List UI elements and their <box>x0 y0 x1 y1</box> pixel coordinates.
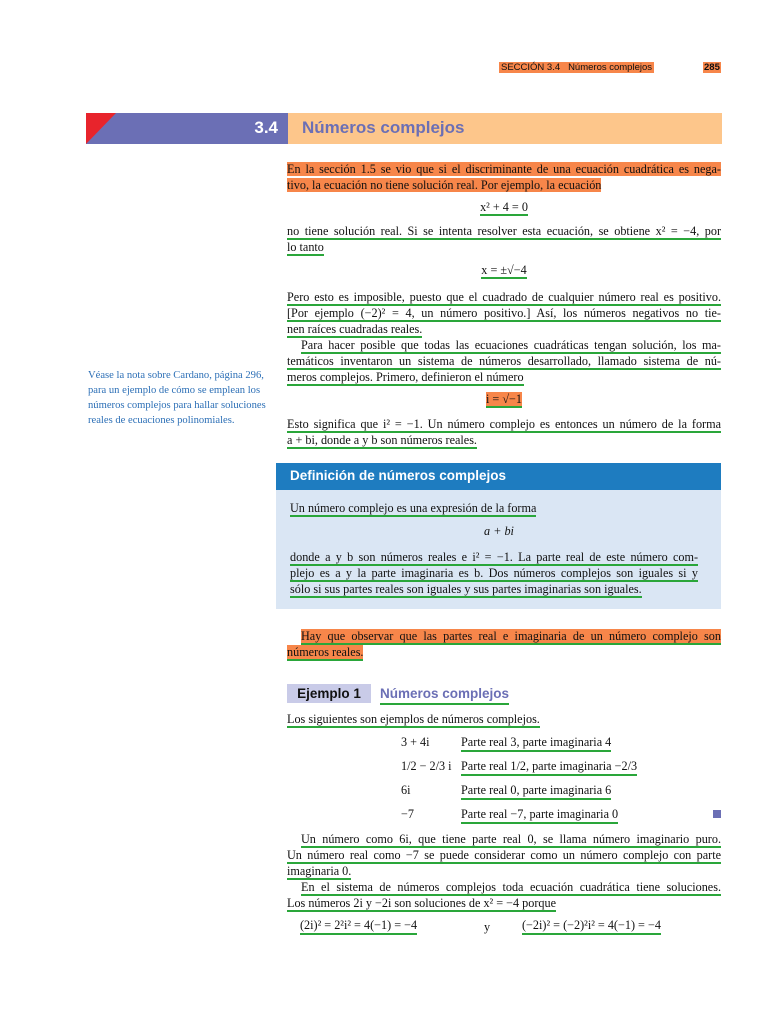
header-section: SECCIÓN 3.4 <box>501 62 561 73</box>
definition-line-4-text: sólo si sus partes reales son iguales y sus partes imaginarias son iguales. <box>290 582 642 596</box>
equation-conjunction: y <box>484 920 491 934</box>
definition-line-4 <box>290 581 698 597</box>
paragraph-2-line-1-text: Pero esto es imposible, puesto que el cuadrado de cualquier número real es positivo. <box>287 290 721 304</box>
table-row <box>395 733 725 753</box>
section-title: Números complejos <box>302 118 465 137</box>
note-line-2 <box>287 644 721 660</box>
table-row <box>395 805 725 825</box>
definition-line-3 <box>290 565 698 581</box>
definition-heading: Definición de números complejos <box>290 468 507 483</box>
number-description: Parte real 1/2, parte imaginaria −2/3 <box>461 759 637 776</box>
paragraph-3-line-1-text: Para hacer posible que todas las ecuaciones cuadráticas tengan solución, los ma- <box>301 338 721 352</box>
paragraph-3-line-2 <box>287 353 721 369</box>
number-description: Parte real 3, parte imaginaria 4 <box>461 735 611 752</box>
definition-line-2 <box>290 549 698 565</box>
title-bar-number-block <box>86 113 288 144</box>
title-bar-band <box>288 113 722 144</box>
complex-number: 6i <box>401 783 411 797</box>
closing-line-1-text: Un número como 6i, que tiene parte real 0, se llama número imaginario puro. <box>301 832 721 846</box>
paragraph-2-line-2-text: [Por ejemplo (−2)² = 4, un número positivo.] Así, los números negativos no tie- <box>287 306 721 320</box>
paragraph-3-line-1 <box>287 337 721 353</box>
intro-line-3 <box>287 223 721 239</box>
intro-line-1-text: En la sección 1.5 se vio que si el discriminante de una ecuación cuadrática es nega- <box>287 162 721 176</box>
number-description: Parte real 0, parte imaginaria 6 <box>461 783 611 800</box>
complex-number: 3 + 4i <box>401 735 430 749</box>
intro-line-2 <box>287 177 721 193</box>
definition-line-1-text: Un número complejo es una expresión de la forma <box>290 501 537 515</box>
equation-left: (2i)² = 2²i² = 4(−1) = −4 <box>300 918 417 935</box>
definition-line-3-text: plejo es a y la parte imaginaria es b. Dos números complejos son iguales si y <box>290 566 698 580</box>
definition-equation <box>290 523 708 539</box>
paragraph-3-line-2-text: temáticos inventaron un sistema de números desarrollado, llamado sistema de nú- <box>287 354 721 368</box>
note-line-2-text: números reales. <box>287 645 364 659</box>
closing-line-4 <box>287 879 721 895</box>
equation-1-text: x² + 4 = 0 <box>480 200 528 214</box>
complex-number: 1/2 − 2/3 i <box>401 759 452 773</box>
intro-line-1 <box>287 161 721 177</box>
equation-1 <box>287 199 721 215</box>
equation-right: (−2i)² = (−2)²i² = 4(−1) = −4 <box>522 918 661 935</box>
equation-3-text: i = √−1 <box>485 392 522 406</box>
table-row <box>395 757 725 777</box>
intro-line-4-text: lo tanto <box>287 240 324 254</box>
paragraph-2-line-3 <box>287 321 721 337</box>
closing-line-5 <box>287 895 721 911</box>
paragraph-4-line-2-text: a + bi, donde a y b son números reales. <box>287 433 477 447</box>
intro-line-4 <box>287 239 721 255</box>
header-section-title: Números complejos <box>568 62 653 73</box>
example-intro <box>287 711 721 727</box>
section-title-bar <box>86 113 722 144</box>
closing-line-3-text: imaginaria 0. <box>287 864 352 878</box>
closing-line-4-text: En el sistema de números complejos toda ecuación cuadrática tiene soluciones. <box>301 880 721 894</box>
end-of-example-square-icon <box>713 810 721 818</box>
intro-line-3-text: no tiene solución real. Si se intenta resolver esta ecuación, se obtiene x² = −4, por <box>287 224 721 238</box>
equation-3 <box>287 391 721 407</box>
example-intro-text: Los siguientes son ejemplos de números complejos. <box>287 712 540 726</box>
intro-line-2-text: tivo, la ecuación no tiene solución real. Por ejemplo, la ecuación <box>287 178 602 192</box>
example-title: Números complejos <box>380 684 509 705</box>
number-description: Parte real −7, parte imaginaria 0 <box>461 807 618 824</box>
definition-equation-text: a + bi <box>484 524 514 538</box>
table-row <box>395 781 725 801</box>
equation-2 <box>287 262 721 278</box>
page-number: 285 <box>704 62 720 73</box>
definition-line-2-text: donde a y b son números reales e i² = −1. La parte real de este número com- <box>290 550 698 564</box>
paragraph-3-line-3 <box>287 369 721 385</box>
closing-line-5-text: Los números 2i y −2i son soluciones de x² = −4 porque <box>287 896 557 910</box>
running-header <box>499 62 654 73</box>
closing-line-3 <box>287 863 721 879</box>
note-line-1 <box>287 628 721 644</box>
closing-line-1 <box>287 831 721 847</box>
paragraph-2-line-2 <box>287 305 721 321</box>
note-line-1-text: Hay que observar que las partes real e imaginaria de un número complejo son <box>301 629 721 643</box>
paragraph-3-line-3-text: meros complejos. Primero, definieron el número <box>287 370 524 384</box>
margin-note: Véase la nota sobre Cardano, página 296, para un ejemplo de cómo se emplean los números complejos para hallar soluciones reales de ecuaciones polinomiales. <box>88 370 266 426</box>
example-label: Ejemplo 1 <box>287 684 371 703</box>
complex-number: −7 <box>401 807 414 821</box>
title-bar-corner-triangle <box>86 113 116 144</box>
definition-heading-bar <box>276 463 721 490</box>
paragraph-2-line-1 <box>287 289 721 305</box>
example-table <box>395 733 725 829</box>
definition-line-1 <box>290 500 708 516</box>
closing-line-2-text: Un número real como −7 se puede considerar como un número complejo con parte <box>287 848 721 862</box>
closing-equations <box>300 918 721 938</box>
paragraph-4-line-2 <box>287 432 721 448</box>
closing-line-2 <box>287 847 721 863</box>
paragraph-4-line-1 <box>287 416 721 432</box>
equation-2-text: x = ±√−4 <box>481 263 527 277</box>
section-number: 3.4 <box>254 118 278 137</box>
paragraph-2-line-3-text: nen raíces cuadradas reales. <box>287 322 423 336</box>
paragraph-4-line-1-text: Esto significa que i² = −1. Un número complejo es entonces un número de la forma <box>287 417 721 431</box>
